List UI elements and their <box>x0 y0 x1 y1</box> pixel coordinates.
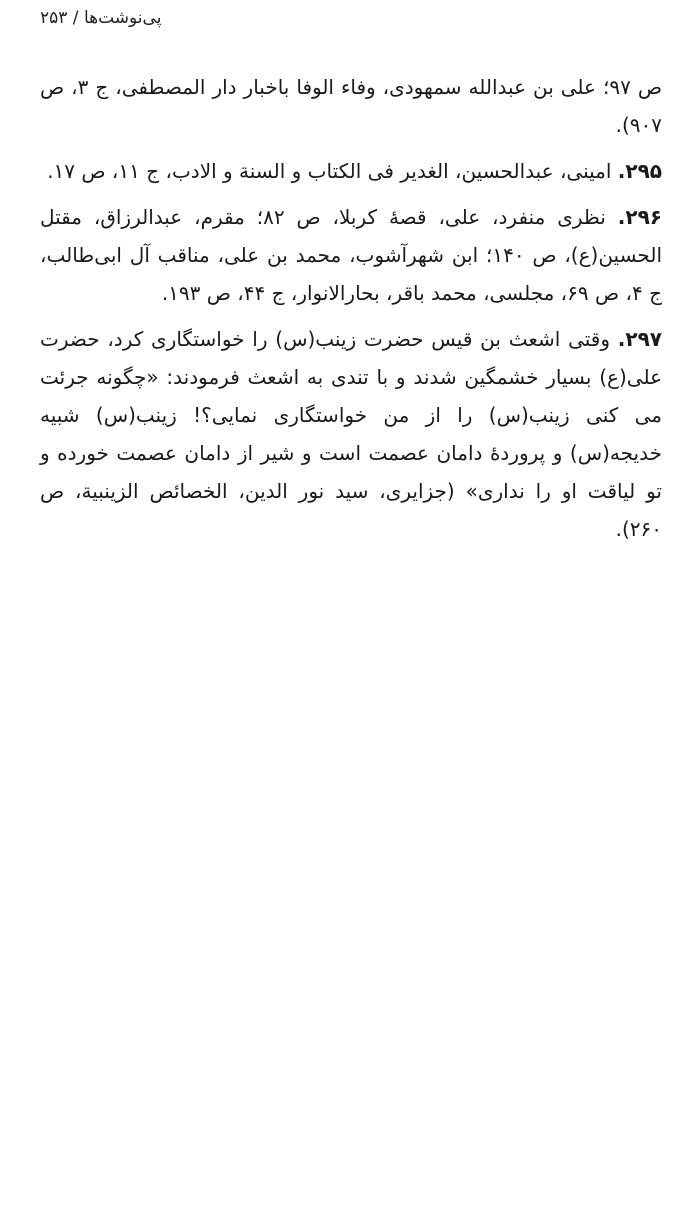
endnote-text: امینی، عبدالحسین، الغدیر فی الکتاب و السنة و الادب، ج ۱۱، ص ۱۷. <box>47 159 618 183</box>
endnote-number: ۲۹۶. <box>617 205 662 229</box>
endnote-text: نظری منفرد، علی، قصهٔ کربلا، ص ۸۲؛ مقرم، عبدالرزاق، مقتل الحسین(ع)، ص ۱۴۰؛ ابن شهرآشوب، محمد بن علی، مناقب آل ابی‌طالب، ج ۴، ص ۶۹، مجلسی، محمد باقر، بحارالانوار، ج ۴۴، ص ۱۹۳. <box>40 205 662 305</box>
endnote-297 <box>40 320 662 548</box>
endnote-295 <box>40 152 662 190</box>
endnote-text: ص ۹۷؛ علی بن عبدالله سمهودی، وفاء الوفا باخبار دار المصطفی، ج ۳، ص ۹۰۷). <box>40 75 662 137</box>
endnotes-list <box>40 68 662 556</box>
endnote-296 <box>40 198 662 312</box>
endnote-continuation <box>40 68 662 144</box>
endnote-number: ۲۹۷. <box>617 327 662 351</box>
running-header: پی‌نوشت‌ها / ۲۵۳ <box>40 8 162 28</box>
endnote-text: وقتی اشعث بن قیس حضرت زینب(س) را خواستگاری کرد، حضرت علی(ع) بسیار خشمگین شدند و با تندی به اشعث فرمودند: «چگونه جرئت می کنی زینب(س) را از من خواستگاری نمایی؟! زینب(س) شبیه خدیجه(س) و پروردهٔ دامان عصمت است و شیر از دامان عصمت خورده و تو لیاقت او را نداری» (جزایری، سید نور الدین، الخصائص الزینبیة، ص ۲۶۰). <box>40 327 662 541</box>
endnote-number: ۲۹۵. <box>617 159 662 183</box>
